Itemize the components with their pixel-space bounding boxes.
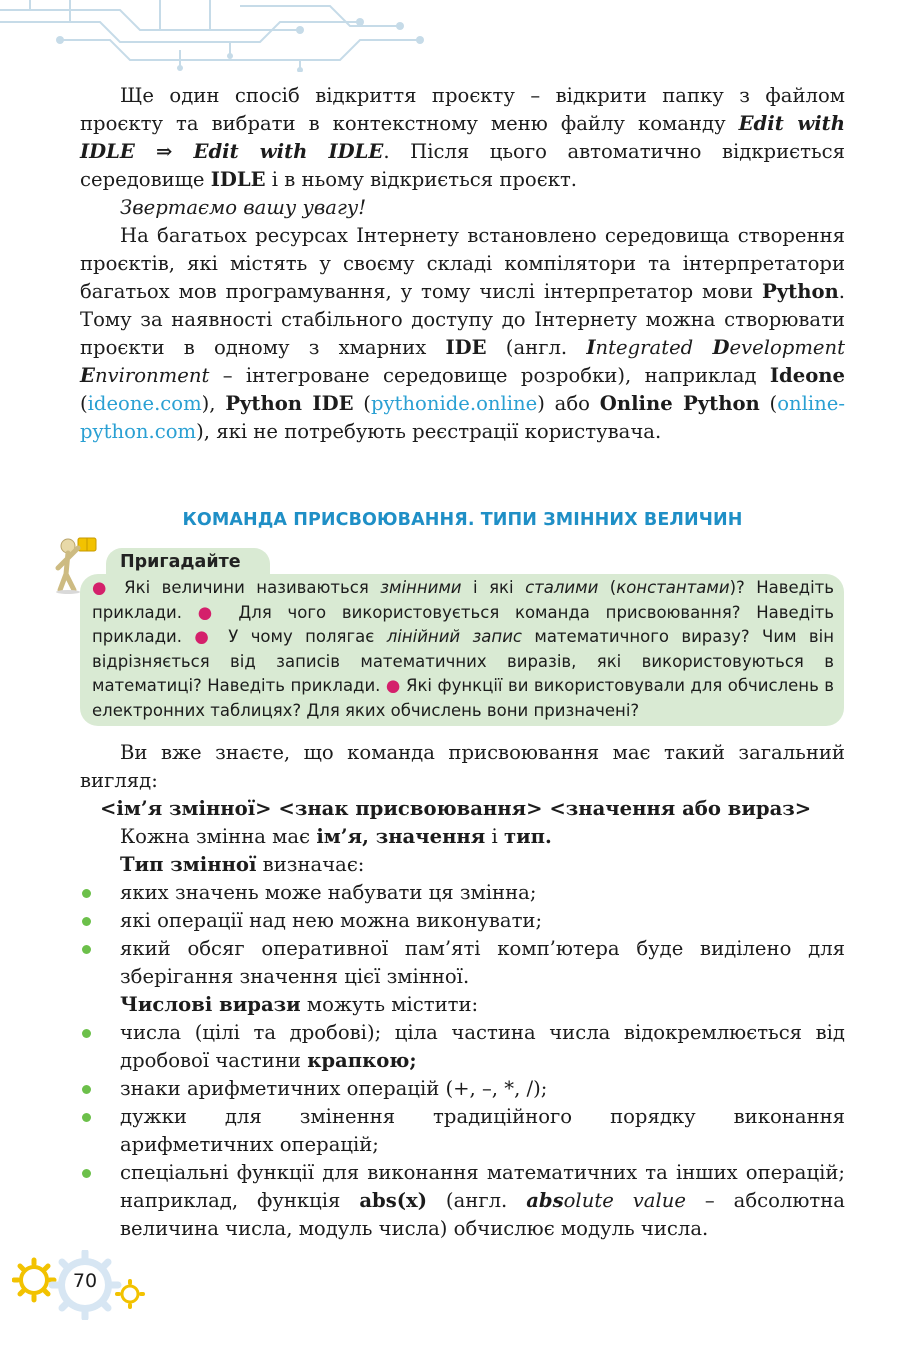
bullet-icon: [82, 917, 91, 926]
edit-with-idle-command: Edit with IDLE ⇒ Edit with IDLE: [80, 112, 845, 163]
circuit-decoration: [0, 0, 430, 72]
numeric-intro: Числові вирази можуть містити:: [120, 993, 479, 1016]
bullet-icon: ●: [385, 676, 401, 695]
list-item: який обсяг оперативної пам’яті комп’ютера буде виділено для зберігання значення цієї змінної.: [80, 935, 845, 991]
bullet-icon: ●: [92, 578, 113, 597]
list-item: числа (цілі та дробові); ціла частина числа відокремлюється від дробової частини крапкою;: [80, 1019, 845, 1075]
list-item: яких значень може набувати ця змінна;: [80, 879, 845, 907]
main-section: [80, 739, 845, 1243]
assign-formula: <ім’я змінної> <знак присвоювання> <значення або вираз>: [100, 797, 812, 820]
bullet-icon: [82, 1113, 91, 1122]
bullet-icon: ●: [194, 627, 216, 646]
type-intro: Тип змінної визначає:: [120, 853, 365, 876]
bullet-icon: [82, 1085, 91, 1094]
bullet-icon: ●: [197, 602, 223, 622]
attention-note: Звертаємо вашу увагу!: [120, 196, 367, 219]
bullet-icon: [82, 1169, 91, 1178]
intro-section: [80, 82, 845, 446]
variable-properties: Кожна змінна має ім’я, значення і тип.: [120, 825, 552, 848]
remind-questions: ● Які величини називаються змінними і які сталими (константами)? Наведіть приклади. ● Для чого використовується команда присвоювання? Наведіть приклади. ● У чому полягає лінійний запис математичного виразу? Чим він відрізняється від записів математичних виразів, які використовуються в математиці? Наведіть приклади. ● Які функції ви використовували для обчислень в електронних таблицях? Для яких обчислень вони призначені?: [92, 578, 835, 720]
list-item: дужки для змінення традиційного порядку виконання арифметичних операцій;: [80, 1103, 845, 1159]
ideone-link[interactable]: ideone.com: [87, 392, 202, 415]
section-heading: КОМАНДА ПРИСВОЮВАННЯ. ТИПИ ЗМІННИХ ВЕЛИЧИН: [182, 510, 743, 530]
pythonide-link[interactable]: pythonide.online: [370, 392, 538, 415]
remind-title: Пригадайте: [120, 552, 241, 572]
page-number: 70: [72, 1270, 98, 1292]
list-item: знаки арифметичних операцій (+, –, *, /);: [80, 1075, 845, 1103]
online-python-link[interactable]: online-python.com: [80, 392, 845, 443]
bullet-icon: [82, 889, 91, 898]
intro-paragraph-2: На багатьох ресурсах Інтернету встановлено середовища створення проєктів, які містять у своєму складі компілятори та інтерпретатори багатьох мов програмування, у тому числі інтерпретатор мови Python. Тому за наявності стабільного доступу до Інтернету можна створювати проєкти в одному з хмарних IDE (англ. Integrated Development Environment – інтегроване середовище розробки), наприклад Ideone (ideone.com), Python IDE (pythonide.online) або Online Python (online-python.com), які не потребують реєстрації користувача.: [80, 224, 845, 443]
list-item: спеціальні функції для виконання математичних та інших операцій; наприклад, функція abs(x) (англ. absolute value – абсолютна величина числа, модуль числа) обчислює модуль числа.: [80, 1159, 845, 1243]
intro-paragraph-1: Ще один спосіб відкриття проєкту – відкрити папку з файлом проєкту та вибрати в контекстному меню файлу команду Edit with IDLE ⇒ Edit with IDLE. Після цього автоматично відкриється середовище IDLE і в ньому відкриється проєкт.: [80, 84, 845, 191]
list-item: які операції над нею можна виконувати;: [80, 907, 845, 935]
bullet-icon: [82, 945, 91, 954]
bullet-icon: [82, 1029, 91, 1038]
assign-paragraph: Ви вже знаєте, що команда присвоювання має такий загальний вигляд:: [80, 741, 845, 792]
